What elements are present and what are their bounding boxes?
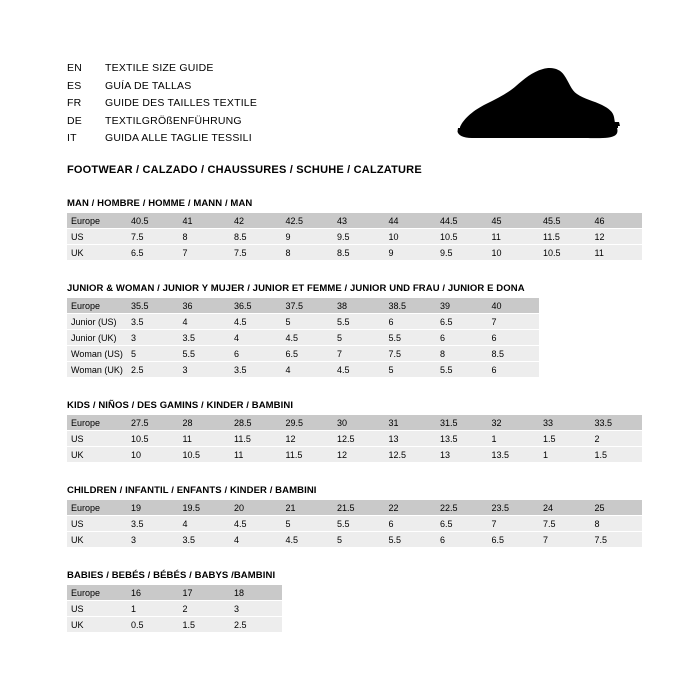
footwear-section-title: FOOTWEAR / CALZADO / CHAUSSURES / SCHUHE / CALZATURE bbox=[67, 164, 422, 176]
size-cell: 35.5 bbox=[127, 298, 179, 314]
size-cell: 3 bbox=[127, 532, 179, 548]
size-cell: 33 bbox=[539, 415, 591, 431]
size-cell: 24 bbox=[539, 500, 591, 516]
size-cell: 7.5 bbox=[127, 229, 179, 245]
size-cell: 39 bbox=[436, 298, 488, 314]
size-cell: 5 bbox=[333, 330, 385, 346]
size-cell: 33.5 bbox=[591, 415, 643, 431]
row-label: Europe bbox=[67, 213, 127, 229]
size-cell: 6 bbox=[385, 516, 437, 532]
size-cell: 7 bbox=[539, 532, 591, 548]
size-cell: 4.5 bbox=[282, 330, 334, 346]
size-cell: 36 bbox=[179, 298, 231, 314]
language-title: TEXTILGRÖßENFÜHRUNG bbox=[105, 114, 242, 127]
language-title: GUÍA DE TALLAS bbox=[105, 79, 192, 92]
size-cell: 19 bbox=[127, 500, 179, 516]
size-cell: 1.5 bbox=[179, 617, 231, 633]
size-cell: 44 bbox=[385, 213, 437, 229]
row-label: UK bbox=[67, 245, 127, 261]
row-label: UK bbox=[67, 447, 127, 463]
table-row bbox=[67, 532, 642, 548]
size-cell: 11.5 bbox=[230, 431, 282, 447]
size-cell: 12.5 bbox=[385, 447, 437, 463]
size-cell: 13.5 bbox=[488, 447, 540, 463]
size-cell: 10.5 bbox=[539, 245, 591, 261]
size-cell: 6.5 bbox=[436, 516, 488, 532]
row-label: Junior (US) bbox=[67, 314, 127, 330]
row-label: Europe bbox=[67, 298, 127, 314]
language-title: GUIDA ALLE TAGLIE TESSILI bbox=[105, 132, 252, 144]
size-cell: 6.5 bbox=[127, 245, 179, 261]
size-cell: 22.5 bbox=[436, 500, 488, 516]
size-cell: 6.5 bbox=[436, 314, 488, 330]
size-cell: 4 bbox=[179, 314, 231, 330]
size-table bbox=[67, 213, 642, 261]
size-cell: 8 bbox=[179, 229, 231, 245]
size-cell: 38.5 bbox=[385, 298, 437, 314]
size-cell: 41 bbox=[179, 213, 231, 229]
size-cell: 4 bbox=[230, 330, 282, 346]
size-cell: 7 bbox=[333, 346, 385, 362]
group-title: CHILDREN / INFANTIL / ENFANTS / KINDER / BAMBINI bbox=[67, 485, 317, 496]
size-cell: 6.5 bbox=[488, 532, 540, 548]
size-cell: 3 bbox=[179, 362, 231, 378]
size-cell: 7.5 bbox=[539, 516, 591, 532]
size-cell: 3.5 bbox=[179, 532, 231, 548]
size-cell: 13 bbox=[436, 447, 488, 463]
size-cell: 3.5 bbox=[179, 330, 231, 346]
size-cell: 13.5 bbox=[436, 431, 488, 447]
size-cell: 10 bbox=[488, 245, 540, 261]
size-cell: 6.5 bbox=[282, 346, 334, 362]
row-label: US bbox=[67, 431, 127, 447]
size-cell: 7.5 bbox=[591, 532, 643, 548]
row-label: Europe bbox=[67, 415, 127, 431]
size-cell: 6 bbox=[436, 330, 488, 346]
language-code: DE bbox=[67, 114, 82, 127]
size-group-children bbox=[67, 485, 637, 548]
size-cell: 7 bbox=[488, 516, 540, 532]
size-cell: 5 bbox=[127, 346, 179, 362]
language-code: ES bbox=[67, 79, 82, 92]
size-cell: 8 bbox=[591, 516, 643, 532]
size-cell: 7 bbox=[179, 245, 231, 261]
size-cell: 10 bbox=[127, 447, 179, 463]
table-row bbox=[67, 362, 539, 378]
size-cell: 29.5 bbox=[282, 415, 334, 431]
size-cell: 5 bbox=[282, 516, 334, 532]
size-cell: 1 bbox=[539, 447, 591, 463]
size-cell: 9 bbox=[282, 229, 334, 245]
size-cell: 4.5 bbox=[282, 532, 334, 548]
size-cell: 2.5 bbox=[127, 362, 179, 378]
size-cell: 45 bbox=[488, 213, 540, 229]
size-cell: 3.5 bbox=[127, 516, 179, 532]
size-cell: 31.5 bbox=[436, 415, 488, 431]
language-code: FR bbox=[67, 97, 82, 109]
row-label: Europe bbox=[67, 500, 127, 516]
size-cell: 3 bbox=[127, 330, 179, 346]
size-group-man bbox=[67, 198, 637, 261]
row-label: Woman (UK) bbox=[67, 362, 127, 378]
size-cell: 1 bbox=[127, 601, 179, 617]
size-cell: 11 bbox=[230, 447, 282, 463]
size-cell: 20 bbox=[230, 500, 282, 516]
size-tables-container bbox=[67, 198, 637, 633]
table-row bbox=[67, 330, 539, 346]
size-cell: 5 bbox=[385, 362, 437, 378]
size-cell: 31 bbox=[385, 415, 437, 431]
size-cell: 3.5 bbox=[127, 314, 179, 330]
table-row bbox=[67, 500, 642, 516]
document-header bbox=[67, 62, 637, 152]
row-label: US bbox=[67, 601, 127, 617]
size-cell: 45.5 bbox=[539, 213, 591, 229]
language-title: TEXTILE SIZE GUIDE bbox=[105, 62, 214, 74]
size-cell: 32 bbox=[488, 415, 540, 431]
dress-shoe-icon bbox=[412, 60, 627, 150]
size-cell: 6 bbox=[436, 532, 488, 548]
size-cell: 8.5 bbox=[333, 245, 385, 261]
size-cell: 30 bbox=[333, 415, 385, 431]
size-cell: 6 bbox=[230, 346, 282, 362]
size-table bbox=[67, 415, 642, 463]
size-cell: 6 bbox=[488, 330, 540, 346]
table-row bbox=[67, 447, 642, 463]
table-row bbox=[67, 415, 642, 431]
size-cell: 2 bbox=[179, 601, 231, 617]
size-cell: 1.5 bbox=[591, 447, 643, 463]
group-title: BABIES / BEBÉS / BÉBÉS / BABYS /BAMBINI bbox=[67, 570, 276, 581]
group-title: KIDS / NIÑOS / DES GAMINS / KINDER / BAMBINI bbox=[67, 400, 294, 411]
language-code: IT bbox=[67, 132, 77, 144]
size-cell: 6 bbox=[385, 314, 437, 330]
size-cell: 1 bbox=[488, 431, 540, 447]
table-row bbox=[67, 245, 642, 261]
row-label: US bbox=[67, 229, 127, 245]
size-cell: 40 bbox=[488, 298, 540, 314]
table-row bbox=[67, 229, 642, 245]
size-cell: 8 bbox=[282, 245, 334, 261]
size-cell: 38 bbox=[333, 298, 385, 314]
size-group-babies bbox=[67, 570, 637, 633]
size-table bbox=[67, 298, 539, 378]
size-cell: 13 bbox=[385, 431, 437, 447]
size-cell: 6 bbox=[488, 362, 540, 378]
size-cell: 10.5 bbox=[127, 431, 179, 447]
size-cell: 7 bbox=[488, 314, 540, 330]
size-cell: 5.5 bbox=[179, 346, 231, 362]
row-label: UK bbox=[67, 532, 127, 548]
size-cell: 3.5 bbox=[230, 362, 282, 378]
size-cell: 43 bbox=[333, 213, 385, 229]
size-cell: 2.5 bbox=[230, 617, 282, 633]
size-group-junior-woman bbox=[67, 283, 637, 378]
table-row bbox=[67, 298, 539, 314]
size-cell: 11.5 bbox=[539, 229, 591, 245]
size-cell: 7.5 bbox=[230, 245, 282, 261]
size-cell: 19.5 bbox=[179, 500, 231, 516]
size-cell: 5.5 bbox=[333, 314, 385, 330]
size-cell: 5.5 bbox=[385, 532, 437, 548]
size-cell: 11.5 bbox=[282, 447, 334, 463]
size-cell: 12 bbox=[333, 447, 385, 463]
size-table bbox=[67, 585, 282, 633]
size-cell: 21 bbox=[282, 500, 334, 516]
size-cell: 18 bbox=[230, 585, 282, 601]
size-cell: 25 bbox=[591, 500, 643, 516]
size-cell: 23.5 bbox=[488, 500, 540, 516]
size-cell: 1.5 bbox=[539, 431, 591, 447]
size-cell: 42 bbox=[230, 213, 282, 229]
table-row bbox=[67, 431, 642, 447]
size-cell: 42.5 bbox=[282, 213, 334, 229]
size-cell: 10.5 bbox=[179, 447, 231, 463]
size-cell: 28 bbox=[179, 415, 231, 431]
size-cell: 40.5 bbox=[127, 213, 179, 229]
size-cell: 8 bbox=[436, 346, 488, 362]
row-label: UK bbox=[67, 617, 127, 633]
row-label: Junior (UK) bbox=[67, 330, 127, 346]
size-cell: 5 bbox=[333, 532, 385, 548]
size-cell: 12.5 bbox=[333, 431, 385, 447]
table-row bbox=[67, 585, 282, 601]
size-cell: 10 bbox=[385, 229, 437, 245]
size-cell: 11 bbox=[179, 431, 231, 447]
size-cell: 8.5 bbox=[230, 229, 282, 245]
row-label: Woman (US) bbox=[67, 346, 127, 362]
size-cell: 11 bbox=[591, 245, 643, 261]
table-row bbox=[67, 516, 642, 532]
size-cell: 3 bbox=[230, 601, 282, 617]
size-cell: 17 bbox=[179, 585, 231, 601]
size-table bbox=[67, 500, 642, 548]
language-code: EN bbox=[67, 62, 82, 74]
size-cell: 37.5 bbox=[282, 298, 334, 314]
table-row bbox=[67, 314, 539, 330]
group-title: JUNIOR & WOMAN / JUNIOR Y MUJER / JUNIOR ET FEMME / JUNIOR UND FRAU / JUNIOR E DONA bbox=[67, 283, 525, 294]
size-cell: 4 bbox=[282, 362, 334, 378]
size-cell: 9.5 bbox=[436, 245, 488, 261]
row-label: US bbox=[67, 516, 127, 532]
language-title: GUIDE DES TAILLES TEXTILE bbox=[105, 97, 258, 109]
size-cell: 11 bbox=[488, 229, 540, 245]
size-cell: 4 bbox=[230, 532, 282, 548]
size-cell: 36.5 bbox=[230, 298, 282, 314]
size-cell: 5.5 bbox=[333, 516, 385, 532]
table-row bbox=[67, 617, 282, 633]
size-cell: 12 bbox=[591, 229, 643, 245]
size-cell: 0.5 bbox=[127, 617, 179, 633]
size-cell: 2 bbox=[591, 431, 643, 447]
table-row bbox=[67, 346, 539, 362]
size-cell: 9 bbox=[385, 245, 437, 261]
group-title: MAN / HOMBRE / HOMME / MANN / MAN bbox=[67, 198, 253, 209]
size-cell: 4.5 bbox=[230, 516, 282, 532]
size-cell: 9.5 bbox=[333, 229, 385, 245]
size-cell: 12 bbox=[282, 431, 334, 447]
size-cell: 21.5 bbox=[333, 500, 385, 516]
size-cell: 27.5 bbox=[127, 415, 179, 431]
size-cell: 44.5 bbox=[436, 213, 488, 229]
size-cell: 5.5 bbox=[385, 330, 437, 346]
size-cell: 4.5 bbox=[333, 362, 385, 378]
size-cell: 5 bbox=[282, 314, 334, 330]
size-group-kids bbox=[67, 400, 637, 463]
size-cell: 16 bbox=[127, 585, 179, 601]
size-cell: 46 bbox=[591, 213, 643, 229]
size-cell: 10.5 bbox=[436, 229, 488, 245]
size-cell: 8.5 bbox=[488, 346, 540, 362]
size-cell: 22 bbox=[385, 500, 437, 516]
size-cell: 4.5 bbox=[230, 314, 282, 330]
row-label: Europe bbox=[67, 585, 127, 601]
size-cell: 28.5 bbox=[230, 415, 282, 431]
table-row bbox=[67, 601, 282, 617]
size-cell: 5.5 bbox=[436, 362, 488, 378]
size-cell: 7.5 bbox=[385, 346, 437, 362]
size-cell: 4 bbox=[179, 516, 231, 532]
table-row bbox=[67, 213, 642, 229]
